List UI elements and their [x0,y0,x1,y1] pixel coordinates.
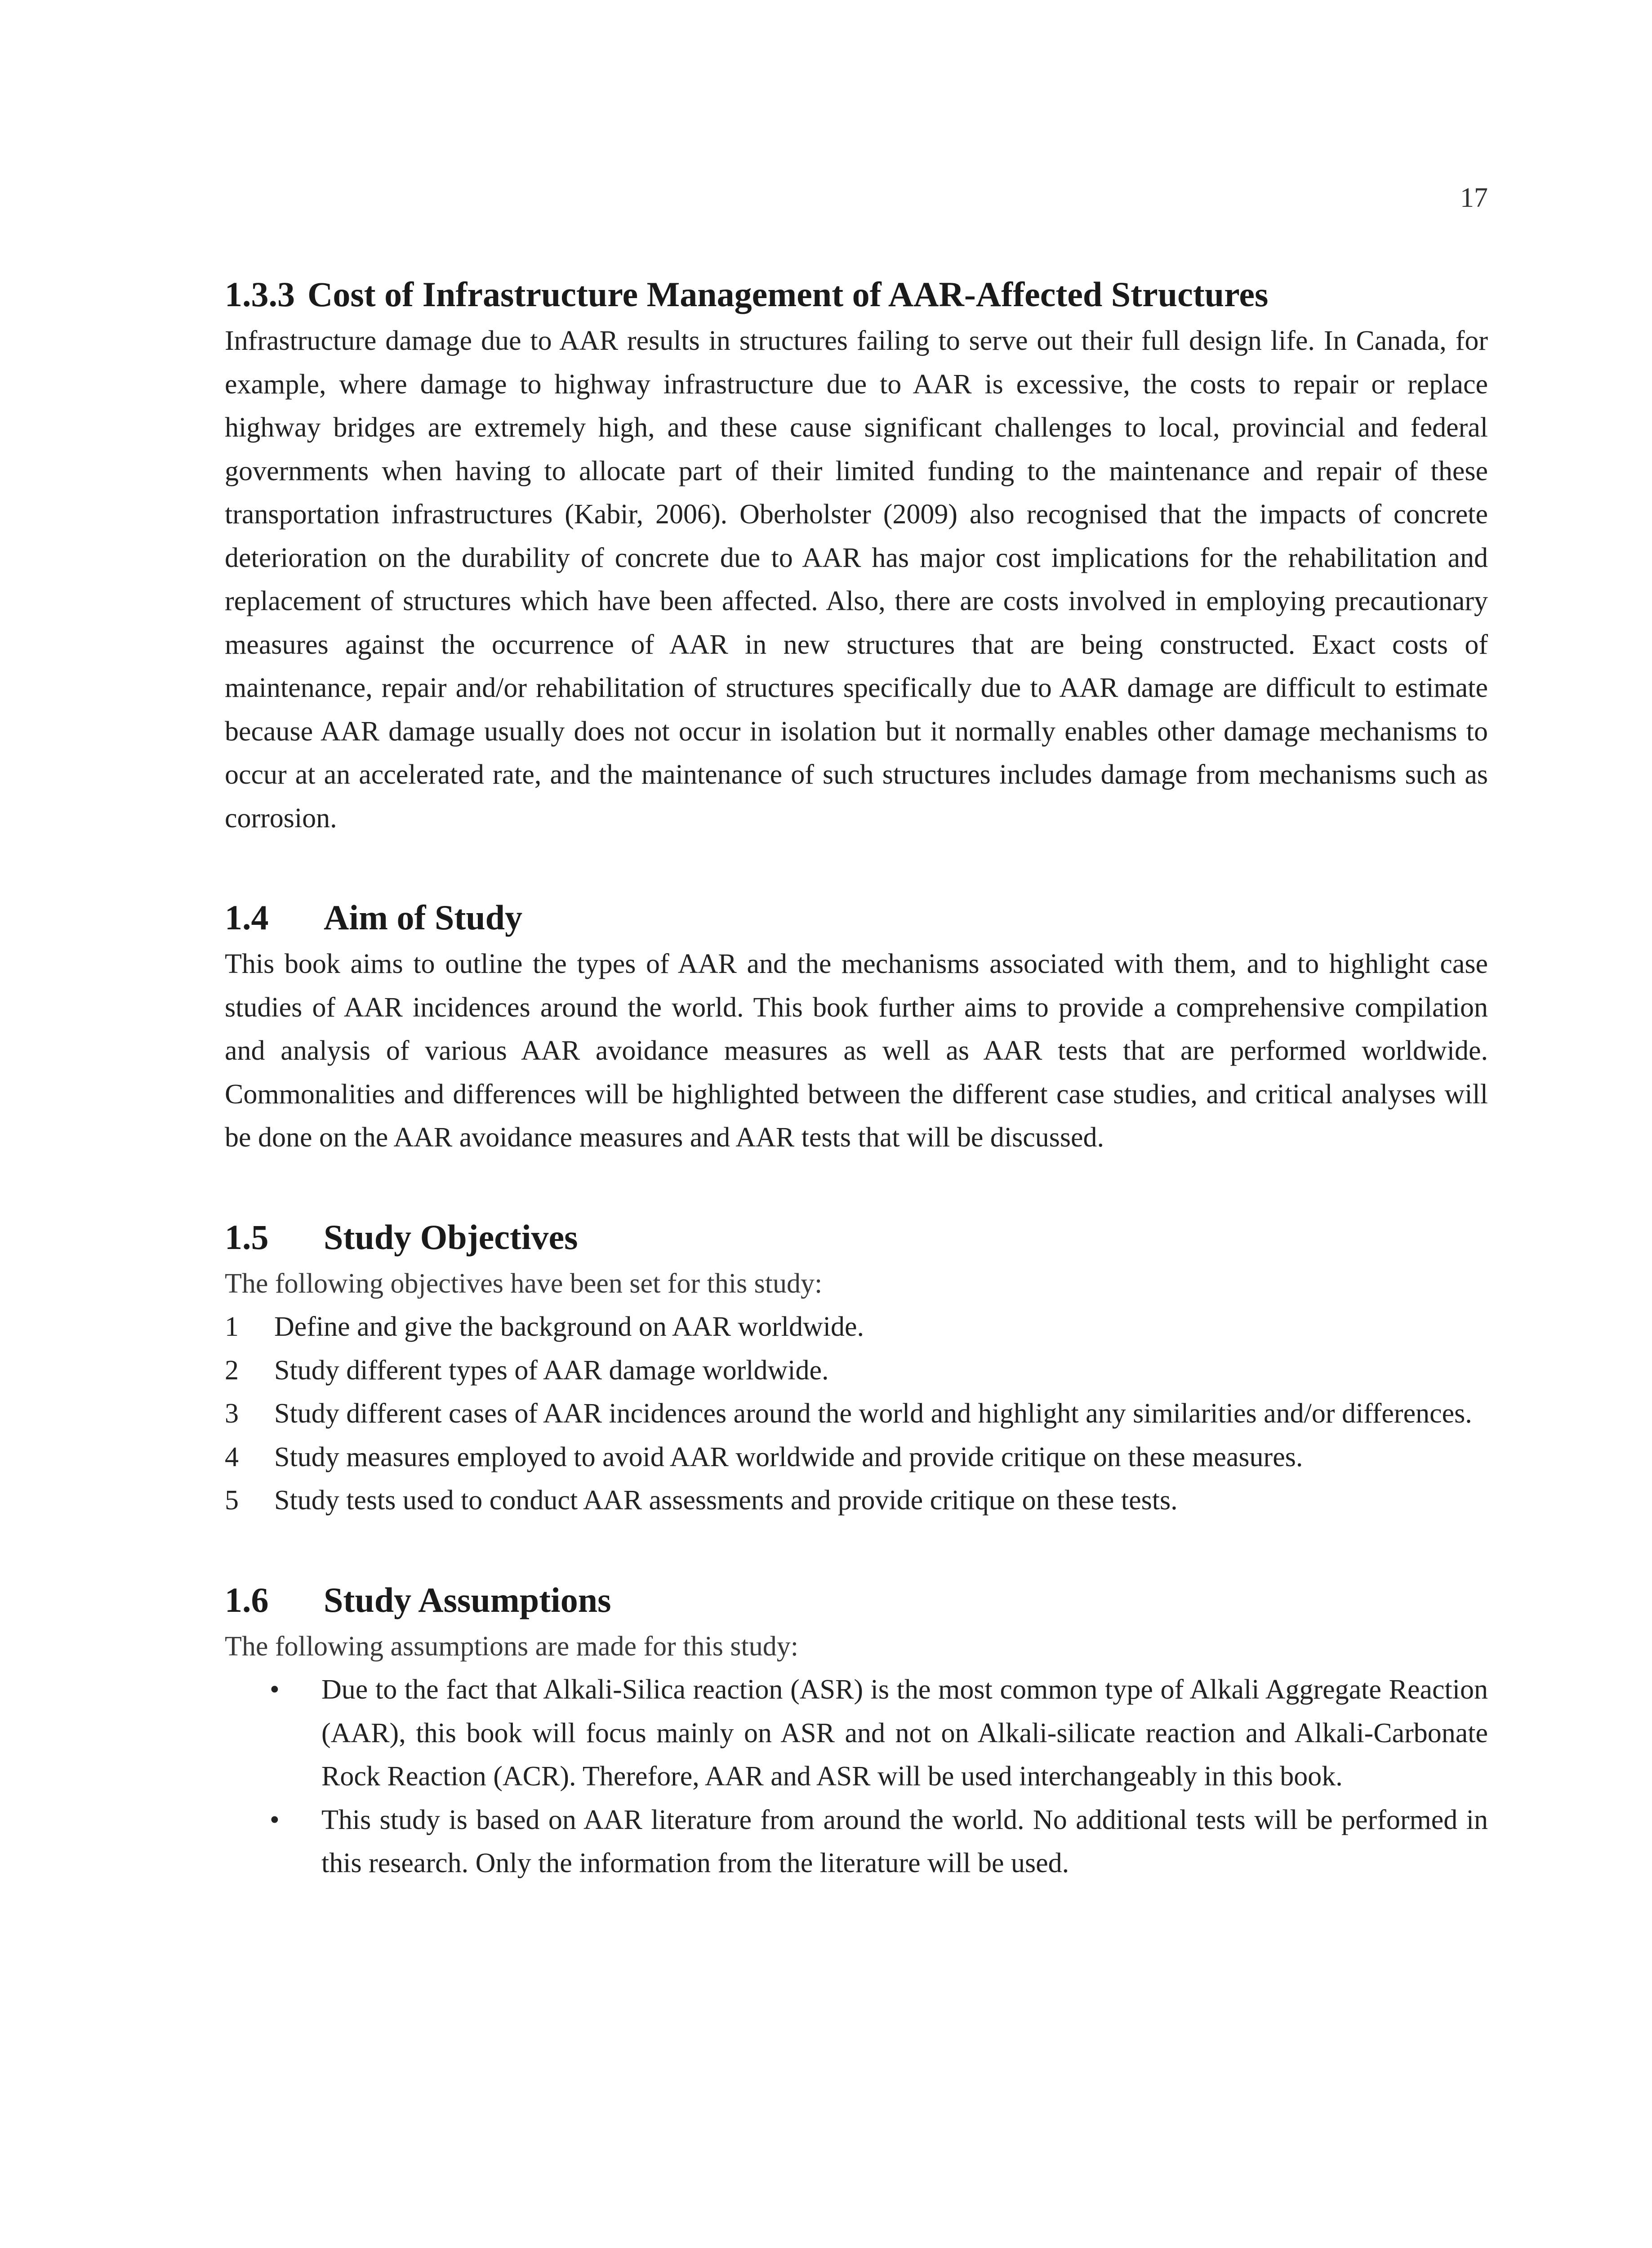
section-cost-of-infrastructure [225,270,1488,840]
section-heading [225,1213,1488,1262]
objectives-list [225,1305,1488,1522]
bullet-marker: • [270,1674,280,1705]
list-item [225,1305,1488,1349]
list-item [225,1668,1488,1798]
section-aim-of-study [225,893,1488,1160]
list-item [225,1349,1488,1392]
section-title: Study Assumptions [324,1580,611,1619]
list-item-text: Study different types of AAR damage worldwide. [274,1355,829,1386]
page-content [225,270,1488,1885]
section-heading [225,893,1488,942]
section-intro: The following objectives have been set for this study: [225,1268,823,1299]
section-paragraph: Infrastructure damage due to AAR results in structures failing to serve out their full design life. In Canada, for example, where damage to highway infrastructure due to AAR is excessive, the costs to repair or replace highway bridges are extremely high, and these cause significant challenges to local, provincial and federal governments when having to allocate part of their limited funding to the maintenance and repair of these transportation infrastructures (Kabir, 2006). Oberholster (2009) also recognised that the impacts of concrete deterioration on the durability of concrete due to AAR has major cost implications for the rehabilitation and replacement of structures which have been affected. Also, there are costs involved in employing precautionary measures against the occurrence of AAR in new structures that are being constructed. Exact costs of maintenance, repair and/or rehabilitation of structures specifically due to AAR damage are difficult to estimate because AAR damage usually does not occur in isolation but it normally enables other damage mechanisms to occur at an accelerated rate, and the maintenance of such structures includes damage from mechanisms such as corrosion. [225,326,1488,834]
list-item [225,1392,1488,1436]
section-paragraph: This book aims to outline the types of AAR and the mechanisms associated with them, and to highlight case studies of AAR incidences around the world. This book further aims to provide a comprehensive compilation and analysis of various AAR avoidance measures as well as AAR tests that are performed worldwide. Commonalities and differences will be highlighted between the different case studies, and critical analyses will be done on the AAR avoidance measures and AAR tests that will be discussed. [225,949,1488,1153]
list-item [225,1798,1488,1885]
list-item-text: Define and give the background on AAR worldwide. [274,1311,864,1342]
section-number: 1.4 [225,898,269,937]
section-heading [225,1575,1488,1625]
section-study-assumptions [225,1575,1488,1885]
list-item-text: Study different cases of AAR incidences around the world and highlight any similarities and/or differences. [274,1398,1472,1429]
section-number: 1.6 [225,1580,269,1619]
section-title: Study Objectives [324,1217,578,1257]
list-item-text: This study is based on AAR literature from around the world. No additional tests will be performed in this research. Only the information from the literature will be used. [321,1804,1488,1878]
list-item [225,1436,1488,1479]
list-marker: 2 [225,1355,239,1386]
section-title: Cost of Infrastructure Management of AAR-Affected Structures [307,275,1269,314]
section-title: Aim of Study [324,898,523,937]
bullet-marker: • [270,1804,280,1835]
list-item [225,1479,1488,1522]
section-intro: The following assumptions are made for this study: [225,1631,798,1662]
assumptions-list [225,1668,1488,1885]
list-item-text: Due to the fact that Alkali-Silica reaction (ASR) is the most common type of Alkali Aggregate Reaction (AAR), this book will focus mainly on ASR and not on Alkali-silicate reaction and Alkali-Carbonate Rock Reaction (ACR). Therefore, AAR and ASR will be used interchangeably in this book. [321,1674,1488,1792]
section-number: 1.5 [225,1217,269,1257]
list-item-text: Study tests used to conduct AAR assessments and provide critique on these tests. [274,1485,1178,1516]
list-marker: 3 [225,1398,239,1429]
list-marker: 5 [225,1485,239,1516]
list-item-text: Study measures employed to avoid AAR worldwide and provide critique on these measures. [274,1441,1303,1472]
list-marker: 1 [225,1311,239,1342]
section-number: 1.3.3 [225,275,295,314]
section-heading [225,270,1488,319]
list-marker: 4 [225,1441,239,1472]
section-study-objectives [225,1213,1488,1522]
page-number: 17 [1460,183,1488,213]
